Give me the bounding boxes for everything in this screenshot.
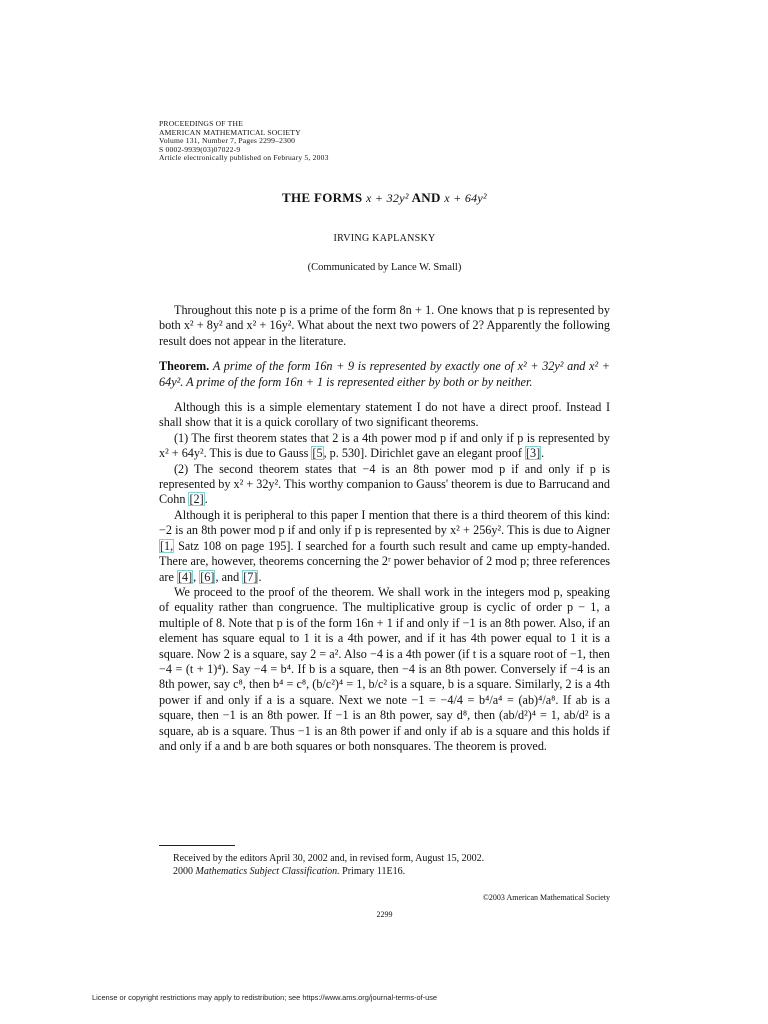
paragraph-text: . (541, 446, 545, 461)
license-notice: License or copyright restrictions may apply to redistribution; see https://www.ams.org/journal-terms-of-use (92, 993, 438, 1002)
page-number: 2299 (376, 910, 393, 919)
msc-label: Mathematics Subject Classification. (195, 866, 340, 877)
paragraph-text: Satz 108 on page 195]. I searched for a fourth such result and came up empty-handed. There are, however, theorems concerning the 2ʳ power behavior of 2 mod p; three references are (159, 538, 610, 584)
theorem-paragraph (159, 359, 610, 390)
msc-year: 2000 (173, 866, 193, 877)
paragraph-third-theorem (159, 508, 610, 585)
footnote-divider (159, 845, 235, 846)
journal-header (159, 120, 329, 163)
communicated-by: (Communicated by Lance W. Small) (307, 262, 462, 273)
paragraph-corollary: Although this is a simple elementary statement I do not have a direct proof. Instead I shall show that it is a quick corollary of two significant theorems. (159, 400, 610, 430)
paper-title (159, 190, 610, 206)
intro-paragraph: Throughout this note p is a prime of the form 8n + 1. One knows that p is represented by both x² + 8y² and x² + 16y². What about the next two powers of 2? Apparently the following result does not appear in the literature. (159, 303, 610, 348)
footnote-received: Received by the editors April 30, 2002 and, in revised form, August 15, 2002. (173, 853, 485, 864)
citation-link[interactable]: [3] (525, 446, 541, 461)
journal-header-line: PROCEEDINGS OF THE (159, 119, 244, 128)
journal-header-line: Volume 131, Number 7, Pages 2299–2300 (159, 136, 296, 146)
title-conjunction: AND (411, 190, 441, 205)
footnote-msc (173, 865, 613, 878)
paragraph-text: (2) The second theorem states that −4 is an 8th power mod p if and only if p is represented by x² + 32y². This worthy companion to Gauss' theorem is due to Barrucand and Cohn (159, 461, 610, 507)
paper-body (159, 303, 610, 754)
msc-value: Primary 11E16. (342, 866, 406, 877)
citation-link[interactable]: [7] (243, 569, 258, 584)
journal-header-line: Article electronically published on February 5, 2003 (159, 153, 329, 163)
copyright-notice: ©2003 American Mathematical Society (482, 893, 610, 902)
paragraph-first-theorem (159, 431, 610, 462)
citation-link[interactable]: [1, (160, 538, 174, 553)
paragraph-second-theorem (159, 462, 610, 508)
paragraph-text: , (193, 569, 197, 584)
citation-link[interactable]: [2] (189, 492, 204, 507)
paragraph-text: , p. 530]. Dirichlet gave an elegant proof (323, 446, 522, 461)
journal-header-line: S 0002-9939(03)07022-9 (159, 144, 241, 154)
paragraph-text: . (258, 569, 262, 584)
journal-header-line: AMERICAN MATHEMATICAL SOCIETY (159, 127, 301, 137)
paragraph-proof: We proceed to the proof of the theorem. We shall work in the integers mod p, speaking of equality rather than congruence. The multiplicative group is cyclic of order p − 1, a multiple of 8. Note that p is of the form 16n + 1 if and only if −1 is an 8th power. Also, if an element has square equal to 1 it is a 4th power, and if it has 4th power equal to 1 it is a square. Now 2 is a square, say 2 = a². Also −4 is a 4th power (if t is a square root of −1, then −4 = (t + 1)⁴). Say −4 = b⁴. If b is a square, then −4 is an 8th power. Conversely if −4 is an 8th power, say c⁸, then b⁴ = c⁸, (b/c²)⁴ = 1, b/c² is a square, b is a square. Similarly, 2 is a 4th power if and only if a is a square. Next we note −1 = −4/4 = b⁴/a⁴ = (ab)⁴/a⁸. If ab is a square, then −1 is an 8th power. If −1 is an 8th power, say d⁸, then (ab/d²)⁴ = 1, ab/d² is a square, ab is a square. Thus −1 is an 8th power if and only if ab is a square and this holds if and only if a and b are both squares or both nonsquares. The theorem is proved. (159, 584, 610, 753)
paragraph-text: Although it is peripheral to this paper I mention that there is a third theorem of this kind: −2 is an 8th power mod p if and only if p is represented by x² + 256y². This is due to Aigner (159, 507, 610, 538)
title-form-2: x + 64y² (444, 191, 487, 205)
paragraph-text: , and (215, 569, 240, 584)
citation-link[interactable]: [5 (312, 446, 323, 461)
title-form-1: x + 32y² (365, 191, 409, 205)
author-name: IRVING KAPLANSKY (333, 233, 436, 244)
citation-link[interactable]: [4] (177, 569, 193, 584)
paragraph-text: . (204, 492, 208, 507)
footnote (173, 852, 613, 878)
paragraph-text: (1) The first theorem states that 2 is a 4th power mod p if and only if p is represented by x² + 64y². This is due to Gauss (159, 430, 610, 461)
theorem-heading: Theorem. (159, 359, 210, 374)
title-prefix: THE FORMS (282, 190, 363, 205)
theorem-statement: A prime of the form 16n + 9 is represented by exactly one of x² + 32y² and x² + 64y². A prime of the form 16n + 1 is represented either by both or by neither. (159, 359, 611, 389)
citation-link[interactable]: [6] (200, 569, 215, 584)
